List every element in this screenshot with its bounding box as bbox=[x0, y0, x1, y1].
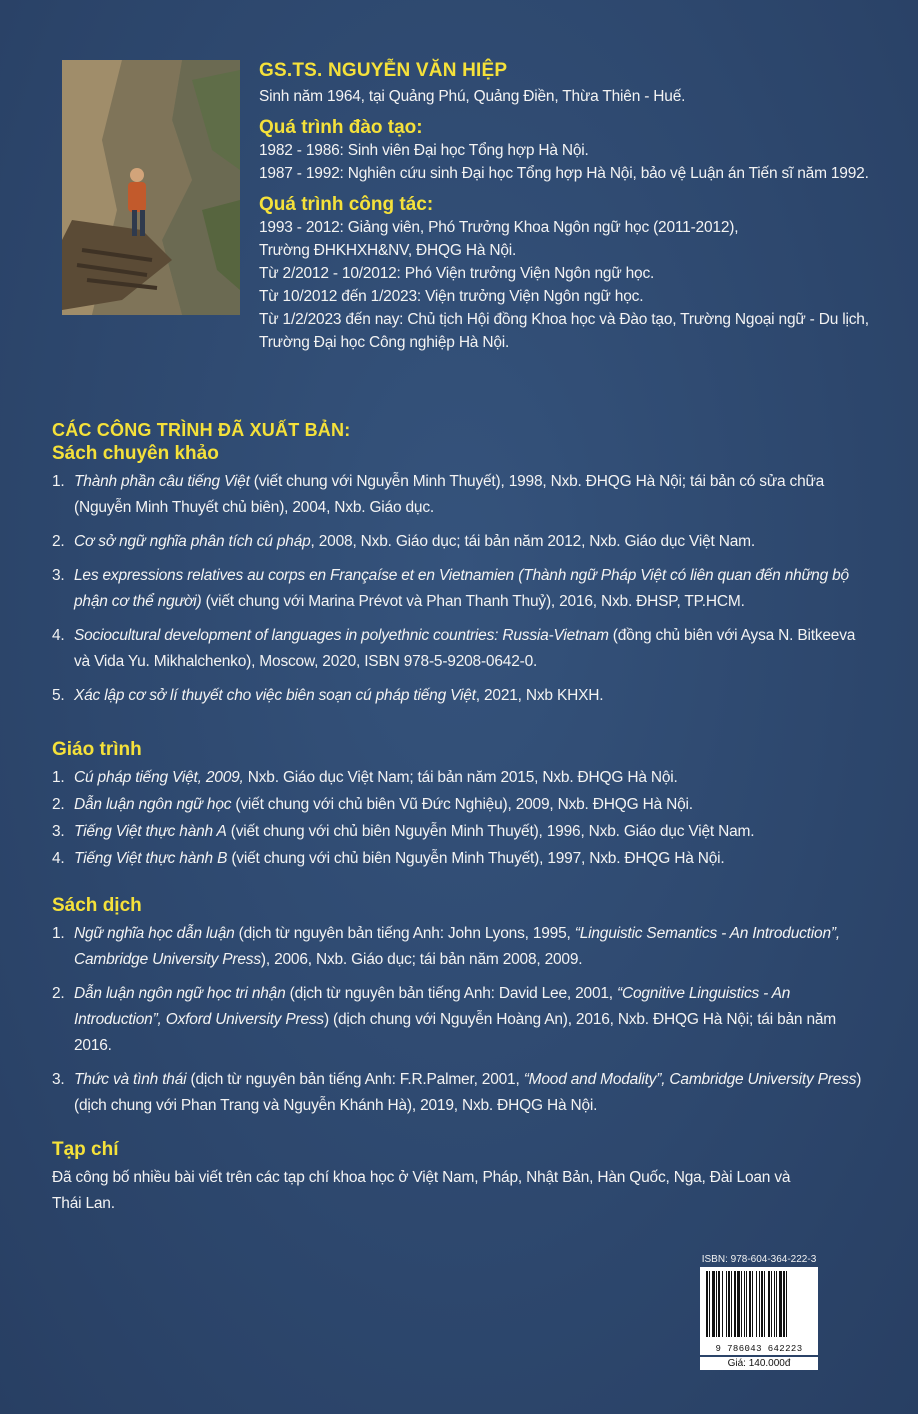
monographs-heading: Sách chuyên khảo bbox=[52, 443, 219, 464]
barcode-digits: 9 786043 642223 bbox=[715, 1344, 803, 1354]
barcode-bar bbox=[771, 1271, 772, 1337]
barcode-bar bbox=[741, 1271, 742, 1337]
barcode-bar bbox=[726, 1271, 727, 1337]
list-item: 2. Cơ sở ngữ nghĩa phân tích cú pháp, 2008, Nxb. Giáo dục; tái bản năm 2012, Nxb. Giáo dục Việt Nam. bbox=[52, 533, 755, 550]
barcode-bar bbox=[706, 1271, 708, 1337]
barcode-bar bbox=[776, 1271, 777, 1337]
list-item: 1. Thành phần câu tiếng Việt (viết chung với Nguyễn Minh Thuyết), 1998, Nxb. ĐHQG Hà Nội; tái bản có sửa chữa (Nguyễn Minh Thuyết chủ biên), 2004, Nxb. Giáo dục. bbox=[52, 473, 825, 516]
journals-heading: Tạp chí bbox=[52, 1139, 119, 1160]
education-line: 1982 - 1986: Sinh viên Đại học Tổng hợp Hà Nội. bbox=[259, 142, 589, 159]
education-heading: Quá trình đào tạo: bbox=[259, 117, 423, 138]
barcode-bar bbox=[761, 1271, 763, 1337]
list-item: 4. Sociocultural development of languages in polyethnic countries: Russia-Vietnam (đồng chủ biên với Aysa N. Bitkeeva và Vida Yu. Mikhalchenko), Moscow, 2020, ISBN 978-5-9208-0642-0. bbox=[52, 627, 856, 670]
barcode-bar bbox=[756, 1271, 757, 1337]
barcode-bar bbox=[768, 1271, 770, 1337]
career-line: Từ 10/2012 đến 1/2023: Viện trưởng Viện Ngôn ngữ học. bbox=[259, 288, 644, 305]
barcode-bar bbox=[734, 1271, 736, 1337]
translations-heading: Sách dịch bbox=[52, 895, 142, 916]
barcode-bar bbox=[744, 1271, 745, 1337]
translations-list bbox=[52, 921, 872, 1119]
barcode-bar bbox=[731, 1271, 732, 1337]
barcode-image bbox=[700, 1267, 818, 1355]
list-item: 3. Thức và tình thái (dịch từ nguyên bản tiếng Anh: F.R.Palmer, 2001, “Mood and Modality”, Cambridge University Press) (dịch chung với Phan Trang và Nguyễn Khánh Hà), 2019, Nxb. ĐHQG Hà Nội. bbox=[52, 1071, 862, 1114]
price-label: Giá: 140.000đ bbox=[700, 1357, 818, 1370]
barcode-bar bbox=[737, 1271, 740, 1337]
barcode-bar bbox=[712, 1271, 715, 1337]
list-item: 2. Dẫn luận ngôn ngữ học tri nhận (dịch từ nguyên bản tiếng Anh: David Lee, 2001, “Cognitive Linguistics - An Introduction”, Oxford University Press) (dịch chung với Nguyễn Hoàng An), 2016, Nxb. ĐHQG Hà Nội; tái bản năm 2016. bbox=[52, 985, 836, 1054]
textbooks-list bbox=[52, 765, 872, 872]
author-name: GS.TS. NGUYỄN VĂN HIỆP bbox=[259, 60, 508, 81]
barcode-bar bbox=[764, 1271, 765, 1337]
author-bio bbox=[259, 60, 879, 354]
barcode-bar bbox=[728, 1271, 730, 1337]
barcode-bar bbox=[759, 1271, 760, 1337]
career-line: Từ 1/2/2023 đến nay: Chủ tịch Hội đồng Khoa học và Đào tạo, Trường Ngoại ngữ - Du lịch, bbox=[259, 311, 869, 328]
education-line: 1987 - 1992: Nghiên cứu sinh Đại học Tổng hợp Hà Nội, bảo vệ Luận án Tiến sĩ năm 1992. bbox=[259, 165, 869, 182]
career-line: 1993 - 2012: Giảng viên, Phó Trưởng Khoa Ngôn ngữ học (2011-2012), bbox=[259, 219, 739, 236]
list-item: 3. Les expressions relatives au corps en Françaíse et en Vietnamien (Thành ngữ Pháp Việt có liên quan đến những bộ phận cơ thể người) (viết chung với Marina Prévot và Phan Thanh Thuỷ), 2016, Nxb. ĐHSP, TP.HCM. bbox=[52, 567, 849, 610]
list-item: 5. Xác lập cơ sở lí thuyết cho việc biên soạn cú pháp tiếng Việt, 2021, Nxb KHXH. bbox=[52, 687, 604, 704]
publications-heading: CÁC CÔNG TRÌNH ĐÃ XUẤT BẢN: bbox=[52, 420, 351, 440]
barcode-bar bbox=[718, 1271, 720, 1337]
list-item: 1. Cú pháp tiếng Việt, 2009, Nxb. Giáo dục Việt Nam; tái bản năm 2015, Nxb. ĐHQG Hà Nội. bbox=[52, 769, 678, 786]
barcode-bar bbox=[779, 1271, 782, 1337]
author-birth: Sinh năm 1964, tại Quảng Phú, Quảng Điền, Thừa Thiên - Huế. bbox=[259, 88, 686, 105]
barcode-bar bbox=[786, 1271, 787, 1337]
journals-text: Đã công bố nhiều bài viết trên các tạp chí khoa học ở Việt Nam, Pháp, Nhật Bản, Hàn Quốc, Nga, Đài Loan và Thái Lan. bbox=[52, 1169, 791, 1212]
author-photo bbox=[62, 60, 240, 315]
barcode-bar bbox=[752, 1271, 753, 1337]
list-item: 2. Dẫn luận ngôn ngữ học (viết chung với chủ biên Vũ Đức Nghiệu), 2009, Nxb. ĐHQG Hà Nội. bbox=[52, 796, 693, 813]
barcode-bar bbox=[749, 1271, 751, 1337]
barcode-bar bbox=[716, 1271, 717, 1337]
publications-section bbox=[52, 420, 872, 1217]
isbn-label: ISBN: 978-604-364-222-3 bbox=[701, 1254, 817, 1265]
career-line: Từ 2/2012 - 10/2012: Phó Viện trưởng Viện Ngôn ngữ học. bbox=[259, 265, 655, 282]
career-line: Trường Đại học Công nghiệp Hà Nội. bbox=[259, 334, 510, 351]
list-item: 4. Tiếng Việt thực hành B (viết chung với chủ biên Nguyễn Minh Thuyết), 1997, Nxb. ĐHQG Hà Nội. bbox=[52, 850, 725, 867]
barcode-bar bbox=[722, 1271, 723, 1337]
barcode-bar bbox=[746, 1271, 747, 1337]
barcode-bar bbox=[774, 1271, 775, 1337]
barcode-bar bbox=[783, 1271, 785, 1337]
monographs-list bbox=[52, 469, 872, 709]
isbn-barcode bbox=[700, 1254, 818, 1374]
career-line: Trường ĐHKHXH&NV, ĐHQG Hà Nội. bbox=[259, 242, 517, 259]
barcode-bar bbox=[709, 1271, 710, 1337]
list-item: 3. Tiếng Việt thực hành A (viết chung với chủ biên Nguyễn Minh Thuyết), 1996, Nxb. Giáo dục Việt Nam. bbox=[52, 823, 755, 840]
career-heading: Quá trình công tác: bbox=[259, 194, 434, 215]
list-item: 1. Ngữ nghĩa học dẫn luận (dịch từ nguyên bản tiếng Anh: John Lyons, 1995, “Linguistic Semantics - An Introduction”, Cambridge University Press), 2006, Nxb. Giáo dục; tái bản năm 2008, 2009. bbox=[52, 925, 840, 968]
textbooks-heading: Giáo trình bbox=[52, 739, 142, 760]
